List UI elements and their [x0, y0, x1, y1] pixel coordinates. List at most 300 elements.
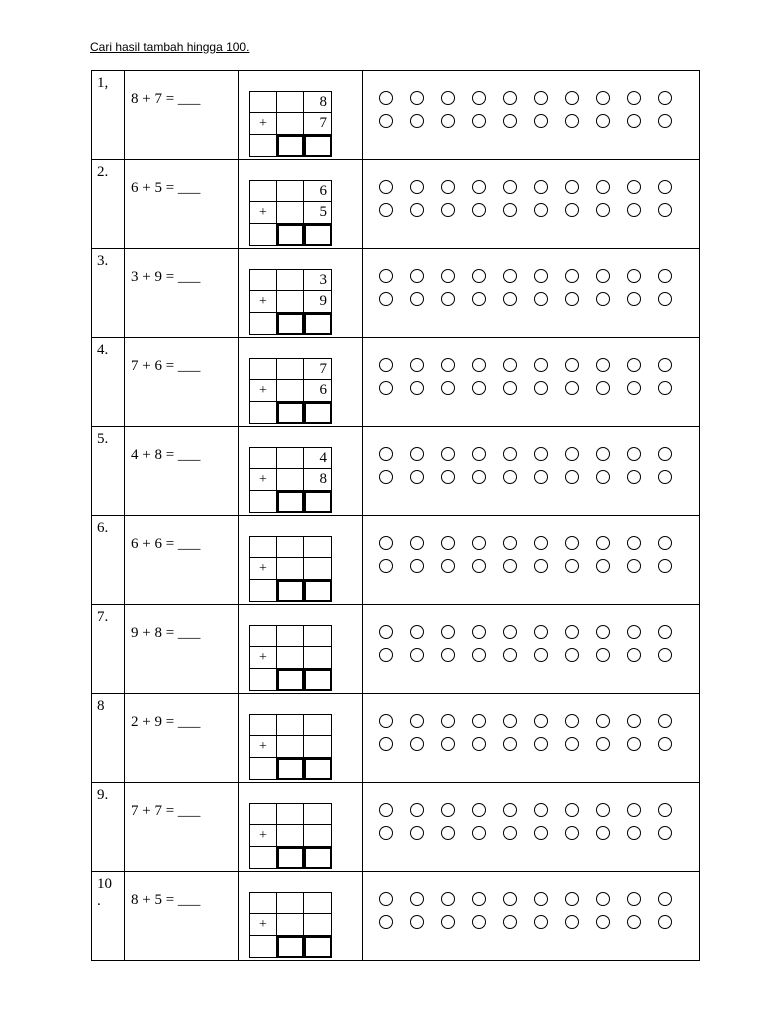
counting-circle[interactable]	[472, 91, 486, 105]
counting-circle[interactable]	[503, 269, 517, 283]
problem-number-cell	[92, 71, 125, 160]
counting-circle[interactable]	[596, 381, 610, 395]
counting-circle[interactable]	[441, 470, 455, 484]
counting-circle[interactable]	[472, 114, 486, 128]
answer-box[interactable]	[304, 580, 332, 602]
counting-circle[interactable]	[627, 714, 641, 728]
counting-circle[interactable]	[441, 358, 455, 372]
counting-circle[interactable]	[379, 625, 393, 639]
counting-circle[interactable]	[379, 114, 393, 128]
counting-circles-cell	[363, 338, 700, 427]
counting-circle[interactable]	[379, 358, 393, 372]
counting-circle[interactable]	[565, 381, 579, 395]
counting-circle[interactable]	[565, 447, 579, 461]
counting-circle[interactable]	[534, 648, 548, 662]
answer-box[interactable]	[277, 491, 304, 513]
problem-number-cell	[92, 872, 125, 961]
counting-circle[interactable]	[410, 269, 424, 283]
equation-text: 6 + 5 = ___	[131, 180, 201, 196]
counting-circle[interactable]	[379, 536, 393, 550]
plus-sign: +	[249, 825, 277, 847]
plus-sign: +	[249, 380, 277, 402]
counting-circle[interactable]	[658, 737, 672, 751]
counting-circle[interactable]	[472, 559, 486, 573]
answer-box[interactable]	[304, 491, 332, 513]
counting-circle[interactable]	[565, 559, 579, 573]
grid-cell	[277, 469, 304, 491]
counting-circle[interactable]	[596, 292, 610, 306]
counting-circle[interactable]	[410, 737, 424, 751]
counting-circle[interactable]	[627, 91, 641, 105]
equation-cell	[125, 872, 239, 961]
counting-circle[interactable]	[379, 803, 393, 817]
counting-circle[interactable]	[472, 269, 486, 283]
counting-circle[interactable]	[658, 625, 672, 639]
answer-box[interactable]	[277, 224, 304, 246]
top-addend: 3	[304, 269, 332, 291]
counting-circle[interactable]	[596, 803, 610, 817]
top-addend: 7	[304, 358, 332, 380]
problem-row	[92, 605, 700, 694]
top-addend	[304, 625, 332, 647]
counting-circle[interactable]	[534, 269, 548, 283]
counting-circle[interactable]	[565, 203, 579, 217]
counting-circle[interactable]	[472, 447, 486, 461]
counting-circle[interactable]	[627, 470, 641, 484]
counting-circle[interactable]	[379, 892, 393, 906]
bottom-addend: 7	[304, 113, 332, 135]
bottom-addend: 6	[304, 380, 332, 402]
grid-cell	[249, 224, 277, 246]
counting-circle[interactable]	[627, 358, 641, 372]
answer-box[interactable]	[304, 135, 332, 157]
grid-cell	[249, 536, 277, 558]
counting-circle[interactable]	[565, 625, 579, 639]
counting-circle[interactable]	[596, 180, 610, 194]
counting-circle[interactable]	[472, 381, 486, 395]
counting-circle[interactable]	[658, 803, 672, 817]
counting-circle[interactable]	[534, 892, 548, 906]
counting-circle[interactable]	[658, 470, 672, 484]
counting-circle[interactable]	[379, 826, 393, 840]
counting-circle[interactable]	[534, 114, 548, 128]
counting-circle[interactable]	[503, 826, 517, 840]
counting-circle[interactable]	[658, 91, 672, 105]
counting-circle[interactable]	[441, 180, 455, 194]
counting-circle[interactable]	[472, 625, 486, 639]
counting-circle[interactable]	[441, 892, 455, 906]
counting-circle[interactable]	[534, 714, 548, 728]
counting-circle[interactable]	[596, 826, 610, 840]
answer-box[interactable]	[304, 402, 332, 424]
counting-circle[interactable]	[410, 714, 424, 728]
counting-circle[interactable]	[658, 714, 672, 728]
counting-circles-cell	[363, 427, 700, 516]
grid-cell	[249, 91, 277, 113]
counting-circle[interactable]	[441, 803, 455, 817]
grid-cell	[277, 113, 304, 135]
column-addition-cell	[239, 872, 363, 961]
counting-circle[interactable]	[565, 292, 579, 306]
plus-sign: +	[249, 647, 277, 669]
counting-circle[interactable]	[534, 559, 548, 573]
counting-circle[interactable]	[596, 648, 610, 662]
counting-circle[interactable]	[503, 292, 517, 306]
counting-circle[interactable]	[596, 559, 610, 573]
counting-circle[interactable]	[627, 536, 641, 550]
bottom-addend: 9	[304, 291, 332, 313]
answer-box[interactable]	[304, 224, 332, 246]
counting-circle[interactable]	[565, 737, 579, 751]
counting-circle[interactable]	[565, 114, 579, 128]
counting-circle[interactable]	[379, 381, 393, 395]
counting-circle[interactable]	[534, 292, 548, 306]
counting-circle[interactable]	[410, 203, 424, 217]
grid-cell	[249, 447, 277, 469]
counting-circle[interactable]	[627, 915, 641, 929]
column-addition-grid	[249, 892, 362, 958]
counting-circle[interactable]	[410, 892, 424, 906]
counting-circle[interactable]	[627, 648, 641, 662]
counting-circle[interactable]	[565, 269, 579, 283]
problem-row	[92, 160, 700, 249]
bottom-addend	[304, 914, 332, 936]
grid-cell	[249, 625, 277, 647]
counting-circle[interactable]	[565, 536, 579, 550]
counting-circle[interactable]	[410, 470, 424, 484]
counting-circle[interactable]	[503, 648, 517, 662]
counting-circles-cell	[363, 249, 700, 338]
counting-circle[interactable]	[379, 180, 393, 194]
counting-circle[interactable]	[379, 470, 393, 484]
equation-text: 2 + 9 = ___	[131, 714, 201, 730]
counting-circle[interactable]	[503, 559, 517, 573]
counting-circle[interactable]	[534, 203, 548, 217]
grid-cell	[277, 380, 304, 402]
grid-cell	[277, 558, 304, 580]
counting-circle[interactable]	[627, 447, 641, 461]
counting-circle[interactable]	[410, 648, 424, 662]
counting-circle[interactable]	[627, 892, 641, 906]
counting-circle[interactable]	[410, 915, 424, 929]
counting-circle[interactable]	[596, 269, 610, 283]
equation-text: 6 + 6 = ___	[131, 536, 201, 552]
counting-circle[interactable]	[503, 915, 517, 929]
counting-circle[interactable]	[534, 826, 548, 840]
counting-circle[interactable]	[472, 915, 486, 929]
counting-circle[interactable]	[596, 470, 610, 484]
counting-circle[interactable]	[503, 91, 517, 105]
grid-cell	[249, 936, 277, 958]
grid-cell	[249, 714, 277, 736]
bottom-addend	[304, 647, 332, 669]
counting-circle[interactable]	[379, 269, 393, 283]
bottom-addend: 8	[304, 469, 332, 491]
counting-circle[interactable]	[565, 180, 579, 194]
counting-circle[interactable]	[627, 381, 641, 395]
counting-circle[interactable]	[596, 536, 610, 550]
answer-box[interactable]	[277, 847, 304, 869]
counting-circle[interactable]	[410, 292, 424, 306]
counting-circle[interactable]	[441, 203, 455, 217]
bottom-addend: 5	[304, 202, 332, 224]
counting-circle[interactable]	[658, 269, 672, 283]
grid-cell	[277, 269, 304, 291]
counting-circle[interactable]	[658, 826, 672, 840]
counting-circle[interactable]	[565, 358, 579, 372]
grid-cell	[277, 536, 304, 558]
counting-circle[interactable]	[534, 91, 548, 105]
counting-circle[interactable]	[627, 203, 641, 217]
counting-circle[interactable]	[627, 803, 641, 817]
counting-circle[interactable]	[658, 203, 672, 217]
counting-circle[interactable]	[503, 358, 517, 372]
top-addend	[304, 803, 332, 825]
column-addition-grid	[249, 625, 362, 691]
counting-circle[interactable]	[472, 470, 486, 484]
counting-circle[interactable]	[472, 648, 486, 662]
counting-circle[interactable]	[410, 559, 424, 573]
grid-cell	[277, 736, 304, 758]
counting-circle[interactable]	[534, 358, 548, 372]
counting-circle[interactable]	[410, 826, 424, 840]
counting-circle[interactable]	[410, 447, 424, 461]
counting-circle[interactable]	[534, 381, 548, 395]
counting-circle[interactable]	[596, 358, 610, 372]
answer-box[interactable]	[277, 402, 304, 424]
grid-cell	[249, 358, 277, 380]
counting-circle[interactable]	[379, 447, 393, 461]
equation-text: 4 + 8 = ___	[131, 447, 201, 463]
counting-circle[interactable]	[379, 91, 393, 105]
grid-cell	[277, 358, 304, 380]
counting-circle[interactable]	[534, 180, 548, 194]
problem-row	[92, 872, 700, 961]
counting-circle[interactable]	[472, 358, 486, 372]
column-addition-grid	[249, 803, 362, 869]
counting-circle[interactable]	[658, 892, 672, 906]
counting-circle[interactable]	[410, 803, 424, 817]
counting-circle[interactable]	[658, 381, 672, 395]
counting-circle[interactable]	[534, 536, 548, 550]
counting-circle[interactable]	[658, 114, 672, 128]
problem-number: 8	[97, 698, 105, 714]
plus-sign: +	[249, 914, 277, 936]
counting-circle[interactable]	[441, 559, 455, 573]
counting-circle[interactable]	[441, 536, 455, 550]
counting-circle[interactable]	[472, 826, 486, 840]
counting-circle[interactable]	[658, 292, 672, 306]
answer-box[interactable]	[277, 669, 304, 691]
counting-circle[interactable]	[534, 803, 548, 817]
grid-cell	[277, 625, 304, 647]
counting-circle[interactable]	[565, 803, 579, 817]
counting-circle[interactable]	[565, 826, 579, 840]
counting-circle[interactable]	[534, 737, 548, 751]
column-addition-grid	[249, 447, 362, 513]
counting-circle[interactable]	[565, 892, 579, 906]
counting-circle[interactable]	[441, 292, 455, 306]
counting-circle[interactable]	[472, 803, 486, 817]
problem-number-cell	[92, 427, 125, 516]
counting-circle[interactable]	[503, 714, 517, 728]
counting-circle[interactable]	[472, 714, 486, 728]
counting-circle[interactable]	[379, 292, 393, 306]
problem-row	[92, 71, 700, 160]
counting-circle[interactable]	[503, 892, 517, 906]
counting-circle[interactable]	[534, 447, 548, 461]
equation-text: 7 + 6 = ___	[131, 358, 201, 374]
counting-circle[interactable]	[565, 648, 579, 662]
counting-circle[interactable]	[534, 915, 548, 929]
counting-circle[interactable]	[441, 381, 455, 395]
counting-circle[interactable]	[410, 381, 424, 395]
counting-circle[interactable]	[596, 91, 610, 105]
grid-cell	[277, 647, 304, 669]
counting-circle[interactable]	[658, 536, 672, 550]
counting-circle[interactable]	[503, 737, 517, 751]
answer-box[interactable]	[304, 758, 332, 780]
bottom-addend	[304, 558, 332, 580]
counting-circle[interactable]	[472, 737, 486, 751]
counting-circle[interactable]	[441, 91, 455, 105]
counting-circle[interactable]	[441, 714, 455, 728]
plus-sign: +	[249, 291, 277, 313]
counting-circle[interactable]	[441, 269, 455, 283]
counting-circle[interactable]	[658, 180, 672, 194]
counting-circle[interactable]	[596, 625, 610, 639]
counting-circle[interactable]	[565, 91, 579, 105]
counting-circle[interactable]	[534, 625, 548, 639]
counting-circle[interactable]	[441, 625, 455, 639]
answer-box[interactable]	[277, 758, 304, 780]
equation-text: 7 + 7 = ___	[131, 803, 201, 819]
counting-circle[interactable]	[627, 292, 641, 306]
counting-circle[interactable]	[379, 915, 393, 929]
counting-circle[interactable]	[596, 737, 610, 751]
counting-circle[interactable]	[379, 203, 393, 217]
counting-circle[interactable]	[658, 447, 672, 461]
counting-circle[interactable]	[441, 826, 455, 840]
counting-circle[interactable]	[658, 915, 672, 929]
counting-circle[interactable]	[565, 714, 579, 728]
counting-circle[interactable]	[596, 714, 610, 728]
counting-circle[interactable]	[658, 358, 672, 372]
counting-circle[interactable]	[503, 447, 517, 461]
counting-circle[interactable]	[410, 536, 424, 550]
counting-circle[interactable]	[596, 892, 610, 906]
counting-circle[interactable]	[472, 180, 486, 194]
problem-number: 2.	[97, 164, 109, 180]
plus-sign: +	[249, 113, 277, 135]
counting-circle[interactable]	[441, 915, 455, 929]
problem-number: 9.	[97, 787, 109, 803]
counting-circle[interactable]	[503, 381, 517, 395]
counting-circle[interactable]	[472, 292, 486, 306]
counting-circle[interactable]	[627, 826, 641, 840]
counting-circle[interactable]	[410, 358, 424, 372]
counting-circle[interactable]	[441, 114, 455, 128]
counting-circle[interactable]	[441, 447, 455, 461]
counting-circle[interactable]	[627, 559, 641, 573]
plus-sign: +	[249, 469, 277, 491]
problem-number-cell	[92, 694, 125, 783]
counting-circle[interactable]	[503, 536, 517, 550]
counting-circle[interactable]	[379, 737, 393, 751]
counting-circle[interactable]	[503, 470, 517, 484]
counting-circle[interactable]	[503, 625, 517, 639]
counting-circle[interactable]	[627, 180, 641, 194]
counting-circle[interactable]	[596, 114, 610, 128]
counting-circle[interactable]	[627, 114, 641, 128]
answer-box[interactable]	[304, 936, 332, 958]
counting-circle[interactable]	[503, 114, 517, 128]
grid-cell	[249, 803, 277, 825]
counting-circle[interactable]	[565, 915, 579, 929]
counting-circle[interactable]	[658, 648, 672, 662]
counting-circle[interactable]	[410, 114, 424, 128]
problem-number: 1,	[97, 75, 109, 91]
problem-row	[92, 249, 700, 338]
counting-circle[interactable]	[410, 180, 424, 194]
plus-sign: +	[249, 736, 277, 758]
counting-circle[interactable]	[410, 91, 424, 105]
counting-circle[interactable]	[534, 470, 548, 484]
grid-cell	[249, 135, 277, 157]
counting-circle[interactable]	[379, 648, 393, 662]
counting-circle[interactable]	[596, 447, 610, 461]
counting-circle[interactable]	[410, 625, 424, 639]
answer-box[interactable]	[304, 313, 332, 335]
answer-box[interactable]	[277, 936, 304, 958]
counting-circles-cell	[363, 783, 700, 872]
answer-box[interactable]	[304, 669, 332, 691]
counting-circle[interactable]	[472, 892, 486, 906]
counting-circle[interactable]	[379, 559, 393, 573]
grid-cell	[249, 313, 277, 335]
equation-cell	[125, 427, 239, 516]
counting-circle[interactable]	[596, 203, 610, 217]
counting-circle[interactable]	[503, 803, 517, 817]
counting-circles-cell	[363, 605, 700, 694]
counting-circle[interactable]	[627, 625, 641, 639]
column-addition-grid	[249, 180, 362, 246]
grid-cell	[249, 180, 277, 202]
counting-circle[interactable]	[503, 180, 517, 194]
counting-circle[interactable]	[658, 559, 672, 573]
counting-circle[interactable]	[472, 536, 486, 550]
problem-row	[92, 783, 700, 872]
counting-circle[interactable]	[441, 737, 455, 751]
counting-circle[interactable]	[596, 915, 610, 929]
answer-box[interactable]	[277, 135, 304, 157]
counting-circle[interactable]	[627, 269, 641, 283]
problem-number: 7.	[97, 609, 109, 625]
answer-box[interactable]	[277, 580, 304, 602]
counting-circle[interactable]	[503, 203, 517, 217]
answer-box[interactable]	[304, 847, 332, 869]
counting-circle[interactable]	[441, 648, 455, 662]
counting-circle[interactable]	[565, 470, 579, 484]
problem-number-cell	[92, 605, 125, 694]
counting-circle[interactable]	[379, 714, 393, 728]
answer-box[interactable]	[277, 313, 304, 335]
worksheet-table	[91, 70, 700, 961]
problem-row	[92, 694, 700, 783]
counting-circle[interactable]	[472, 203, 486, 217]
column-addition-cell	[239, 605, 363, 694]
counting-circle[interactable]	[627, 737, 641, 751]
